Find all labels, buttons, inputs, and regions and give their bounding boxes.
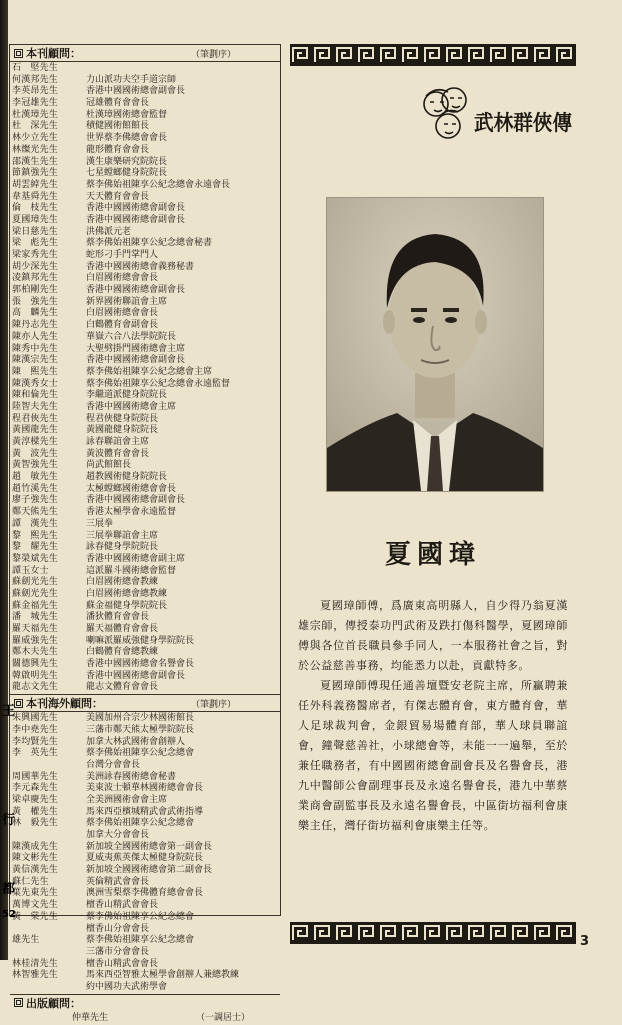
advisor-title: 新加坡全國國術總會第一副會長	[86, 841, 213, 852]
advisor-name: 陳丹志先生	[12, 320, 59, 331]
advisor-name: 陳漢秀女士	[12, 378, 59, 389]
advisor-title: 蔡李佛始祖陳享公紀念總會永遠監督	[86, 378, 231, 389]
advisor-name: 萬博文先生	[12, 900, 59, 911]
advisor-name: 杜 深先生	[12, 121, 59, 132]
publication-name: 仲華先生	[72, 1012, 109, 1023]
advisor-title: 蔡李佛始祖陳享公紀念總會秘書	[86, 238, 213, 249]
advisor-title: 冠雄體育會會長	[86, 98, 150, 109]
overseas-row	[12, 842, 280, 854]
advisor-name: 蘇劍光先生	[12, 577, 59, 588]
advisor-name: 李均賢先生	[12, 736, 59, 747]
overseas-row	[12, 877, 280, 889]
advisors-row	[12, 308, 280, 320]
advisor-title: 三藩市鄭天熊太極學院院長	[86, 724, 195, 735]
advisors-row	[12, 577, 280, 589]
advisor-name: 蘇劍光先生	[12, 588, 59, 599]
advisors-row	[12, 484, 280, 496]
advisor-title: 蔡李佛始祖陳享公紀念總會	[86, 748, 195, 759]
advisor-name: 黃 棠先生	[12, 911, 59, 922]
advisor-title: 李繼道派健身院院長	[86, 390, 168, 401]
advisor-title: 香港中國國術總會主席	[86, 401, 177, 412]
spine-glyph: 行	[2, 813, 16, 828]
overseas-heading	[10, 695, 280, 712]
advisor-title: 程君俠健身院院長	[86, 413, 159, 424]
advisors-row	[12, 542, 280, 554]
advisors-row	[12, 495, 280, 507]
overseas-row	[12, 760, 280, 772]
overseas-row	[12, 818, 280, 830]
advisor-name: 關德興先生	[12, 659, 59, 670]
advisor-title: 喇嘛派羅威強健身學院院長	[86, 635, 195, 646]
overseas-row	[12, 982, 280, 994]
article-body	[298, 596, 568, 836]
advisor-title: 杜漢璋國術總會監督	[86, 109, 168, 120]
advisor-name: 趙竹溪先生	[12, 483, 59, 494]
advisor-title: 白鶴體育會副會長	[86, 320, 159, 331]
advisor-name: 程君俠先生	[12, 413, 59, 424]
publication-title: 出版顧問：	[26, 996, 81, 1010]
advisor-name: 黃信漢先生	[12, 865, 59, 876]
overseas-title: 本刊海外顧問：	[26, 697, 103, 711]
advisor-title: 潘狄體育會會長	[86, 612, 150, 623]
advisor-title: 澳洲雪梨蔡李佛體育總會會長	[86, 888, 204, 899]
advisor-title: 蔡李佛始祖陳享公紀念總會永遠會長	[86, 179, 231, 190]
advisor-name: 葉先東先生	[12, 888, 59, 899]
advisor-title: 全美洲國術會會主席	[86, 794, 168, 805]
advisor-title: 夏威夷蕉英傑太極健身院院長	[86, 853, 204, 864]
overseas-row	[12, 865, 280, 877]
advisor-title: 世界蔡李佛總會會長	[86, 133, 168, 144]
advisors-row	[12, 589, 280, 601]
advisor-title: 香港中國國術總會副會長	[86, 203, 186, 214]
advisor-name: 陳和倫先生	[12, 390, 59, 401]
advisor-title: 香港中國國術總會副會長	[86, 285, 186, 296]
advisor-name: 梁家秀先生	[12, 250, 59, 260]
advisor-title: 台灣分會會長	[86, 759, 141, 770]
advisors-row	[12, 203, 280, 215]
advisor-name: 林智雅先生	[12, 970, 59, 981]
advisors-row	[12, 554, 280, 566]
advisor-title: 馬來西亞檳城精武會武術指導	[86, 806, 204, 817]
article-paragraph: 夏國璋師傅現任通善壇暨安老院主席，所贏聘兼任外科義務醫席者，有傑志體育會，東方體育會，華人足球裁判會，金銀貿易場體育部，華人球員聯誼會，鐘聲慈善社，小球總會等，未能一一遍舉，至於兼任職務者，有中國國術總會副會長及名譽會長，港九中醫師公會副理事長及永遠名譽會長，港九中華蔡業商會副監事長及永遠名譽會長，中區街坊福利會康樂主任，灣仔街坊福利會康樂主任等。	[298, 679, 568, 832]
advisor-title: 英倫精武會會長	[86, 876, 150, 887]
advisor-name: 譚 漢先生	[12, 518, 59, 529]
overseas-row	[12, 783, 280, 795]
advisor-name: 陳文彬先生	[12, 853, 59, 864]
advisor-name: 周國華先生	[12, 771, 59, 782]
overseas-row	[12, 737, 280, 749]
advisor-name: 黃 波先生	[12, 448, 59, 459]
advisor-name: 陳秀中先生	[12, 343, 59, 354]
advisor-name: 譚玉女士	[12, 565, 49, 576]
advisor-name: 潘 城先生	[12, 612, 59, 623]
overseas-row	[12, 888, 280, 900]
advisors-row	[12, 507, 280, 519]
advisor-title: 加拿大林武國術會創辦人	[86, 736, 186, 747]
advisor-title: 香港中國國術總會副會長	[86, 670, 186, 681]
advisor-title: 新界國術聯誼會主席	[86, 296, 168, 307]
advisor-name: 節鎮強先生	[12, 168, 59, 179]
advisor-title: 蔡李佛始祖陳享公紀念總會	[86, 911, 195, 922]
advisors-row	[12, 250, 280, 262]
advisor-name: 林燦光先生	[12, 144, 59, 155]
advisor-name: 韋基舜先生	[12, 191, 59, 202]
advisors-row	[12, 425, 280, 437]
advisor-title: 新加坡全國國術總會第二副會長	[86, 865, 213, 876]
spine-glyphs	[2, 700, 16, 920]
advisor-title: 蔡李佛始祖陳享公紀念總會主席	[86, 366, 213, 377]
advisor-title: 三展拳聯誼會主席	[86, 530, 159, 541]
advisor-title: 天天體育會會長	[86, 191, 150, 202]
overseas-list	[10, 712, 280, 994]
advisor-name: 陳亦人先生	[12, 331, 59, 342]
advisors-row	[12, 612, 280, 624]
advisors-row	[12, 472, 280, 484]
advisor-name: 羅天福先生	[12, 624, 59, 634]
advisor-name: 陳漢宗先生	[12, 355, 59, 366]
advisor-name: 龍志文先生	[12, 682, 59, 693]
publication-row	[10, 1011, 280, 1025]
advisor-title: 太極螳螂國術總會會長	[86, 483, 177, 494]
advisor-name: 李元森先生	[12, 783, 59, 794]
logo-text: 武林群俠傳	[474, 111, 572, 135]
advisor-title: 香港太極學會永遠監督	[86, 507, 177, 518]
overseas-row	[12, 924, 280, 936]
overseas-row	[12, 748, 280, 760]
advisor-name: 鄭木夫先生	[12, 647, 59, 658]
advisors-row	[12, 402, 280, 414]
advisor-name: 杜漢璋先生	[12, 109, 59, 120]
advisor-title: 洪佛派元老	[86, 226, 132, 237]
advisor-title: 馬來西亞智雅太極學會創辦人兼總教練	[86, 970, 240, 981]
advisor-title: 蛇形刁手門掌門人	[86, 250, 159, 260]
overseas-row	[12, 912, 280, 924]
advisor-name: 李中堯先生	[12, 724, 59, 735]
article-headline: 夏國璋	[384, 540, 481, 570]
square-bullet-icon	[14, 49, 23, 58]
advisor-title: 大聖劈掛門國術總會主席	[86, 343, 186, 354]
advisors-row	[12, 133, 280, 145]
advisor-title: 三藩市分會會長	[86, 946, 150, 957]
overseas-row	[12, 795, 280, 807]
advisor-name: 倫 枝先生	[12, 203, 59, 214]
advisors-row	[12, 390, 280, 402]
square-bullet-icon	[14, 998, 23, 1007]
advisor-name: 林桂清先生	[12, 958, 59, 969]
overseas-row	[12, 772, 280, 784]
publication-heading	[10, 995, 280, 1011]
advisor-title: 三展拳	[86, 518, 114, 529]
advisor-title: 力山派功夫空手道宗師	[86, 74, 177, 85]
advisor-name: 李 英先生	[12, 748, 59, 759]
page-number: 3	[580, 934, 590, 949]
advisor-name: 雄先生	[12, 935, 40, 946]
overseas-row	[12, 935, 280, 947]
advisor-title: 加拿大分會會長	[86, 830, 150, 840]
advisors-row	[12, 601, 280, 613]
advisor-title: 詠春聯誼會主席	[86, 437, 150, 447]
advisor-title: 白眉國術總會總教練	[86, 588, 168, 599]
advisor-title: 檀香山精武會會長	[86, 958, 159, 969]
advisors-list	[10, 62, 280, 694]
advisor-name: 蘇仁先生	[12, 876, 49, 887]
advisor-title: 美國加州合宗少林國術館長	[86, 713, 195, 724]
advisor-title: 蘇金福健身學院院長	[86, 600, 168, 611]
advisors-row	[12, 145, 280, 157]
advisors-title: 本刊顧問：	[26, 47, 81, 60]
advisors-row	[12, 168, 280, 180]
advisor-title: 香港中國國術總會副會長	[86, 214, 186, 225]
advisor-title	[86, 63, 280, 75]
advisor-name: 李冠雄先生	[12, 98, 59, 109]
advisor-title: 檀香山精武會會長	[86, 900, 159, 911]
spine-glyph: 都	[2, 882, 16, 897]
advisor-name: 鄭天熊先生	[12, 507, 59, 518]
advisor-title: 美東波士頓華林國術總會會長	[86, 783, 204, 794]
advisor-title: 美洲詠春國術總會秘書	[86, 771, 177, 782]
advisor-title: 香港中國國術總會副會長	[86, 355, 186, 366]
advisors-row	[12, 157, 280, 169]
advisor-name: 高 麟先生	[12, 308, 59, 319]
publication-note: （一調居士）	[196, 1012, 251, 1023]
advisor-title: 香港中國國術總會名譽會長	[86, 659, 195, 670]
advisor-title: 漢生康樂研究院院長	[86, 156, 168, 167]
column-logo	[414, 74, 576, 170]
advisor-name: 胡少深先生	[12, 261, 59, 272]
advisors-row	[12, 86, 280, 98]
advisor-title: 詠春健身學院院長	[86, 542, 159, 553]
advisor-title: 約中國功夫武術學會	[86, 981, 168, 992]
advisor-name: 朱興國先生	[12, 713, 59, 724]
advisor-title: 華嶽六合八法學院院長	[86, 331, 177, 342]
advisor-name: 陸智夫先生	[12, 401, 59, 412]
advisors-row	[12, 192, 280, 204]
advisor-name: 邵漢生先生	[12, 156, 59, 167]
spine-glyph: 王	[2, 704, 16, 719]
advisor-name: 黎 熙先生	[12, 530, 59, 541]
advisors-row	[12, 566, 280, 578]
advisor-title: 龍志文體育會會長	[86, 682, 159, 693]
advisors-row	[12, 110, 280, 122]
advisor-title: 羅天福體育會會長	[86, 624, 159, 634]
overseas-row	[12, 900, 280, 912]
advisor-name: 黎榮斌先生	[12, 553, 59, 564]
advisors-row	[12, 647, 280, 659]
advisor-title: 白眉國術總會會長	[86, 308, 159, 319]
advisors-row	[12, 285, 280, 297]
overseas-row	[12, 807, 280, 819]
overseas-row	[12, 970, 280, 982]
advisor-name: 何漢邦先生	[12, 74, 59, 85]
advisor-name: 夏國璋先生	[12, 214, 59, 225]
advisor-title: 七星螳螂健身院院長	[86, 168, 168, 179]
advisors-row	[12, 460, 280, 472]
overseas-row	[12, 853, 280, 865]
advisors-heading	[10, 45, 280, 62]
advisor-title: 龍形體育會會長	[86, 144, 150, 155]
advisor-name: 蘇金福先生	[12, 600, 59, 611]
advisor-name: 黃國龍先生	[12, 425, 59, 436]
overseas-row	[12, 959, 280, 971]
advisor-title: 白眉國術總會會長	[86, 273, 159, 284]
advisor-name: 黃淳樑先生	[12, 437, 59, 447]
advisor-name: 羅威強先生	[12, 635, 59, 646]
advisor-name: 張 強先生	[12, 296, 59, 307]
advisors-row	[12, 449, 280, 461]
advisors-row	[12, 320, 280, 332]
advisor-name: 梁卓慶先生	[12, 794, 59, 805]
advisor-title: 香港中國國術總會副會長	[86, 86, 186, 97]
advisor-title: 香港中國國術總會副會長	[86, 495, 186, 506]
advisor-title: 蔡李佛始祖陳享公紀念總會	[86, 818, 195, 829]
advisor-title: 白鶴體育會總教練	[86, 647, 159, 658]
advisor-name: 郭柏剛先生	[12, 285, 59, 296]
advisor-name: 廖子強先生	[12, 495, 59, 506]
advisors-row	[12, 437, 280, 449]
advisor-title: 檀香山分會會長	[86, 923, 150, 934]
advisor-name: 黎 耀先生	[12, 542, 59, 553]
advisor-title: 黃國龍健身院院長	[86, 425, 159, 436]
advisor-title: 白眉國術總會教練	[86, 577, 159, 588]
top-meander-border	[290, 44, 576, 66]
advisor-name: 石 堅先生	[12, 63, 59, 73]
advisors-row	[12, 180, 280, 192]
advisors-row	[12, 227, 280, 239]
advisor-name: 梁日慈先生	[12, 226, 59, 237]
advisor-name: 陳 熙先生	[12, 366, 59, 377]
overseas-order-note: （筆劃序）	[190, 699, 236, 710]
advisors-row	[12, 367, 280, 379]
advisor-name: 韓啟明先生	[12, 670, 59, 681]
advisors-row	[12, 63, 280, 75]
advisors-row	[12, 273, 280, 285]
advisors-order-note: （筆劃序）	[190, 49, 236, 60]
advisor-name: 林 毅先生	[12, 818, 59, 829]
advisor-title: 趙教國術健身院院長	[86, 472, 168, 483]
advisor-name: 林少立先生	[12, 133, 59, 144]
advisors-row	[12, 519, 280, 531]
advisors-row	[12, 659, 280, 671]
advisors-row	[12, 332, 280, 344]
overseas-row	[12, 713, 280, 725]
advisor-title: 黃波體育會會長	[86, 448, 150, 459]
advisor-title: 香港中國國術總會副主席	[86, 553, 186, 564]
advisors-row	[12, 238, 280, 250]
advisor-title: 蔡李佛始祖陳享公紀念總會	[86, 935, 195, 946]
advisors-row	[12, 98, 280, 110]
overseas-row	[12, 725, 280, 737]
advisors-row	[12, 671, 280, 683]
advisor-title: 這派羅斗國術總會監督	[86, 565, 177, 576]
overseas-row	[12, 830, 280, 842]
advisors-row	[12, 355, 280, 367]
advisors-row	[12, 297, 280, 309]
advisor-name: 黃智強先生	[12, 460, 59, 471]
advisors-row	[12, 344, 280, 356]
spine-number: 52	[2, 909, 16, 920]
advisor-title: 尚武館館長	[86, 460, 132, 471]
advisor-name: 陳漢成先生	[12, 841, 59, 852]
advisor-name: 凌鎮邦先生	[12, 273, 59, 284]
advisor-title: 香港中國國術總會義務秘書	[86, 261, 195, 272]
advisor-title: 積健國術館館長	[86, 121, 150, 132]
bottom-meander-border	[290, 922, 576, 944]
advisors-row	[12, 379, 280, 391]
advisors-row	[12, 75, 280, 87]
advisor-name: 李英昂先生	[12, 86, 59, 97]
advisors-row	[12, 414, 280, 426]
advisors-row	[12, 636, 280, 648]
advisor-name: 黃 權先生	[12, 806, 59, 817]
advisors-row	[12, 682, 280, 694]
advisor-name: 梁 彪先生	[12, 238, 59, 249]
advisor-name: 趙 敏先生	[12, 472, 59, 483]
advisors-row	[12, 624, 280, 636]
advisors-row	[12, 121, 280, 133]
advisors-row	[12, 262, 280, 274]
article-paragraph: 夏國璋師傅，爲廣東高明縣人，自少得乃翁夏漢雄宗師，傳授泰功門武術及跌打傷科醫學，夏國璋師傅與各位首長職員參手同人，一本服務社會之旨，對於公益慈善事務，均能悉力以赴，貢獻特多。	[298, 599, 568, 672]
overseas-row	[12, 947, 280, 959]
advisors-row	[12, 215, 280, 227]
portrait-photo	[326, 197, 544, 492]
advisors-row	[12, 531, 280, 543]
advisor-name: 胡雲綽先生	[12, 179, 59, 190]
